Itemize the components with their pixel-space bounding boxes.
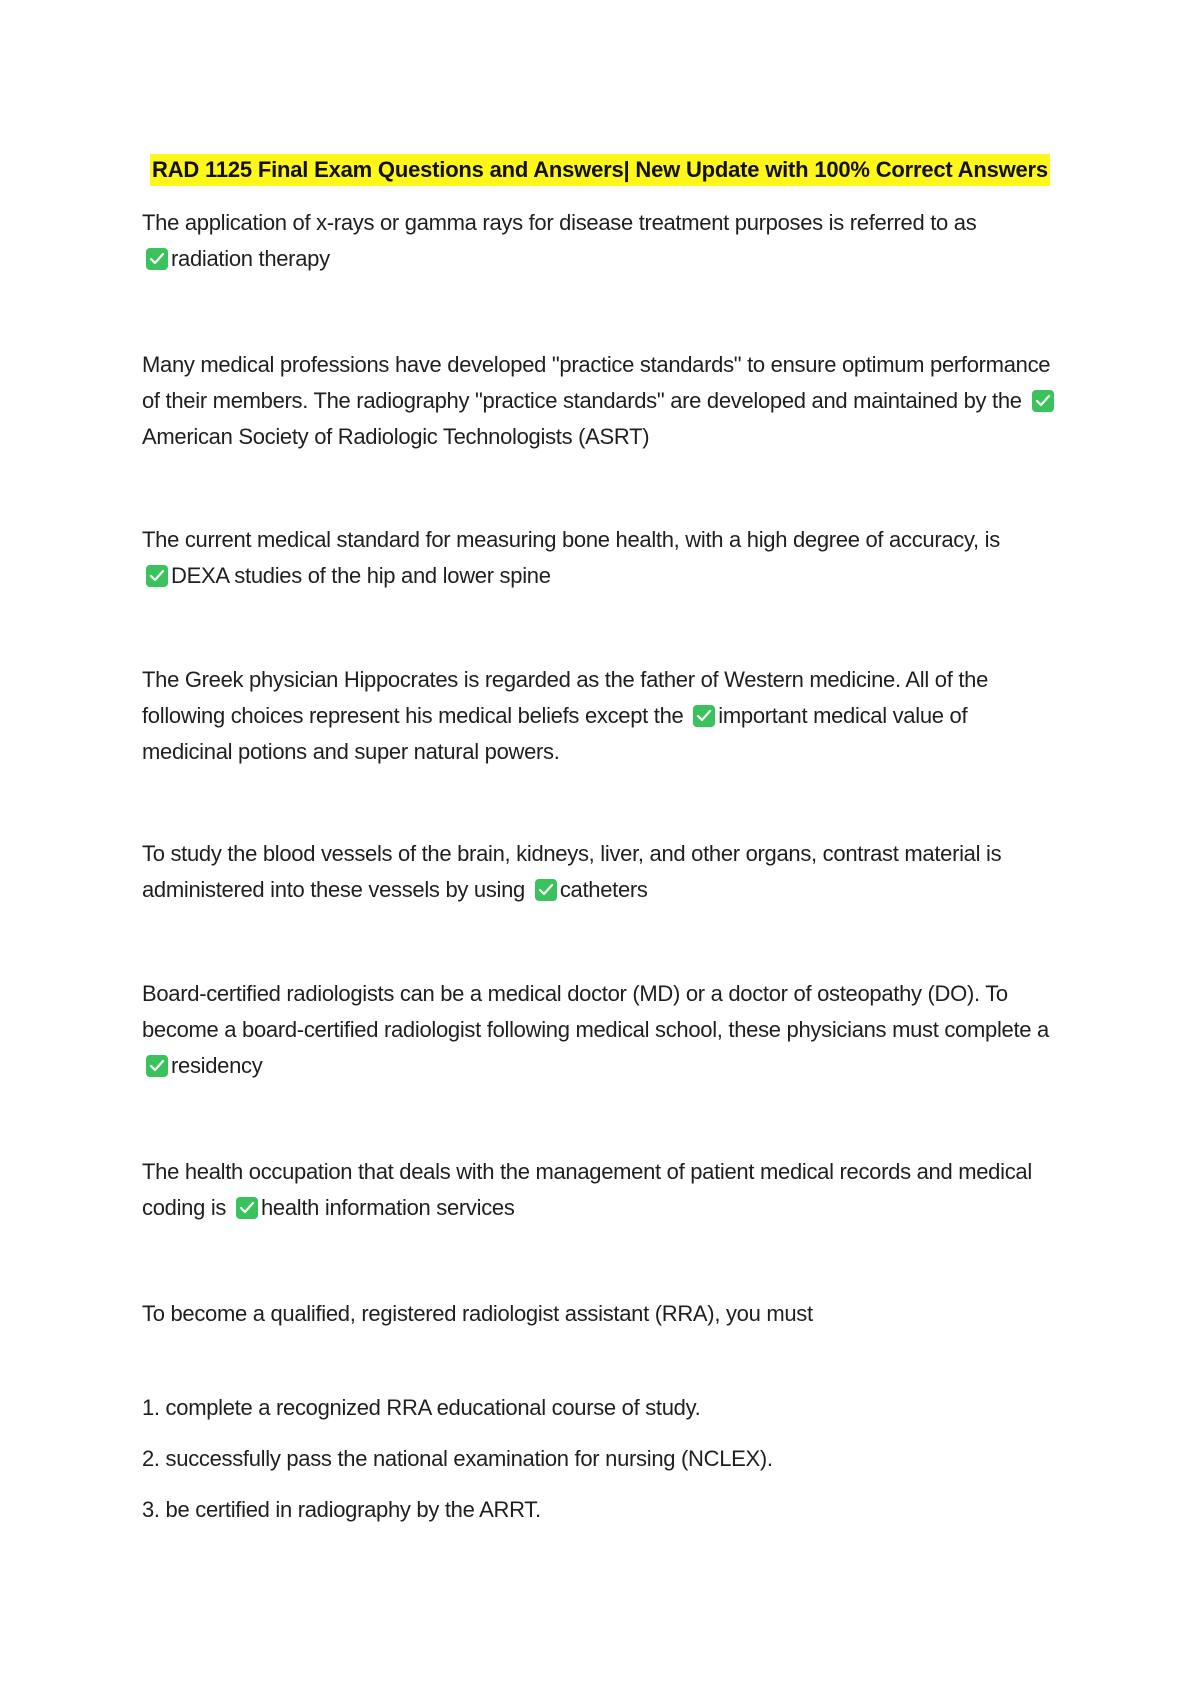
- answer-text: health information services: [260, 1195, 515, 1220]
- answer-text: DEXA studies of the hip and lower spine: [171, 563, 551, 588]
- check-icon: [146, 248, 168, 270]
- answer-text: American Society of Radiologic Technologists (ASRT): [142, 424, 650, 449]
- title-wrap: [0, 154, 1200, 186]
- list-item: 3. be certified in radiography by the ARRT.: [142, 1497, 541, 1522]
- question-text: The Greek physician Hippocrates is regarded as the father of Western medicine. All of the following choices represent his medical beliefs except the: [142, 667, 989, 728]
- question-text: The current medical standard for measuring bone health, with a high degree of accuracy, is: [142, 527, 1000, 552]
- answer-text: residency: [171, 1053, 263, 1078]
- question-text: To become a qualified, registered radiologist assistant (RRA), you must: [142, 1301, 813, 1326]
- question-text: To study the blood vessels of the brain, kidneys, liver, and other organs, contrast material is administered into these vessels by using: [142, 841, 1002, 902]
- question-text: Board-certified radiologists can be a medical doctor (MD) or a doctor of osteopathy (DO). To become a board-certified radiologist following medical school, these physicians must complete a: [142, 981, 1049, 1042]
- check-icon: [146, 565, 168, 587]
- qa-item: [142, 976, 1062, 1084]
- list-item: 2. successfully pass the national examination for nursing (NCLEX).: [142, 1446, 773, 1471]
- qa-item: [142, 836, 1062, 908]
- question-text: Many medical professions have developed "practice standards" to ensure optimum performance of their members. The radiography "practice standards" are developed and maintained by the: [142, 352, 1051, 413]
- qa-item: [142, 522, 1062, 594]
- check-icon: [236, 1197, 258, 1219]
- check-icon: [693, 705, 715, 727]
- question-text: The application of x-rays or gamma rays for disease treatment purposes is referred to as: [142, 210, 977, 235]
- qa-item: [142, 347, 1062, 455]
- answer-text: radiation therapy: [171, 246, 330, 271]
- rra-intro: [142, 1296, 1062, 1332]
- list-item: 1. complete a recognized RRA educational course of study.: [142, 1395, 701, 1420]
- answer-text: catheters: [559, 877, 648, 902]
- document-title: RAD 1125 Final Exam Questions and Answers| New Update with 100% Correct Answers: [150, 154, 1050, 186]
- check-icon: [535, 879, 557, 901]
- check-icon: [1032, 390, 1054, 412]
- qa-item: [142, 1154, 1062, 1226]
- check-icon: [146, 1055, 168, 1077]
- answer-text: important medical value of medicinal potions and super natural powers.: [142, 703, 968, 764]
- qa-item: [142, 662, 1062, 770]
- qa-item: [142, 205, 1062, 277]
- question-text: The health occupation that deals with the management of patient medical records and medical coding is: [142, 1159, 1032, 1220]
